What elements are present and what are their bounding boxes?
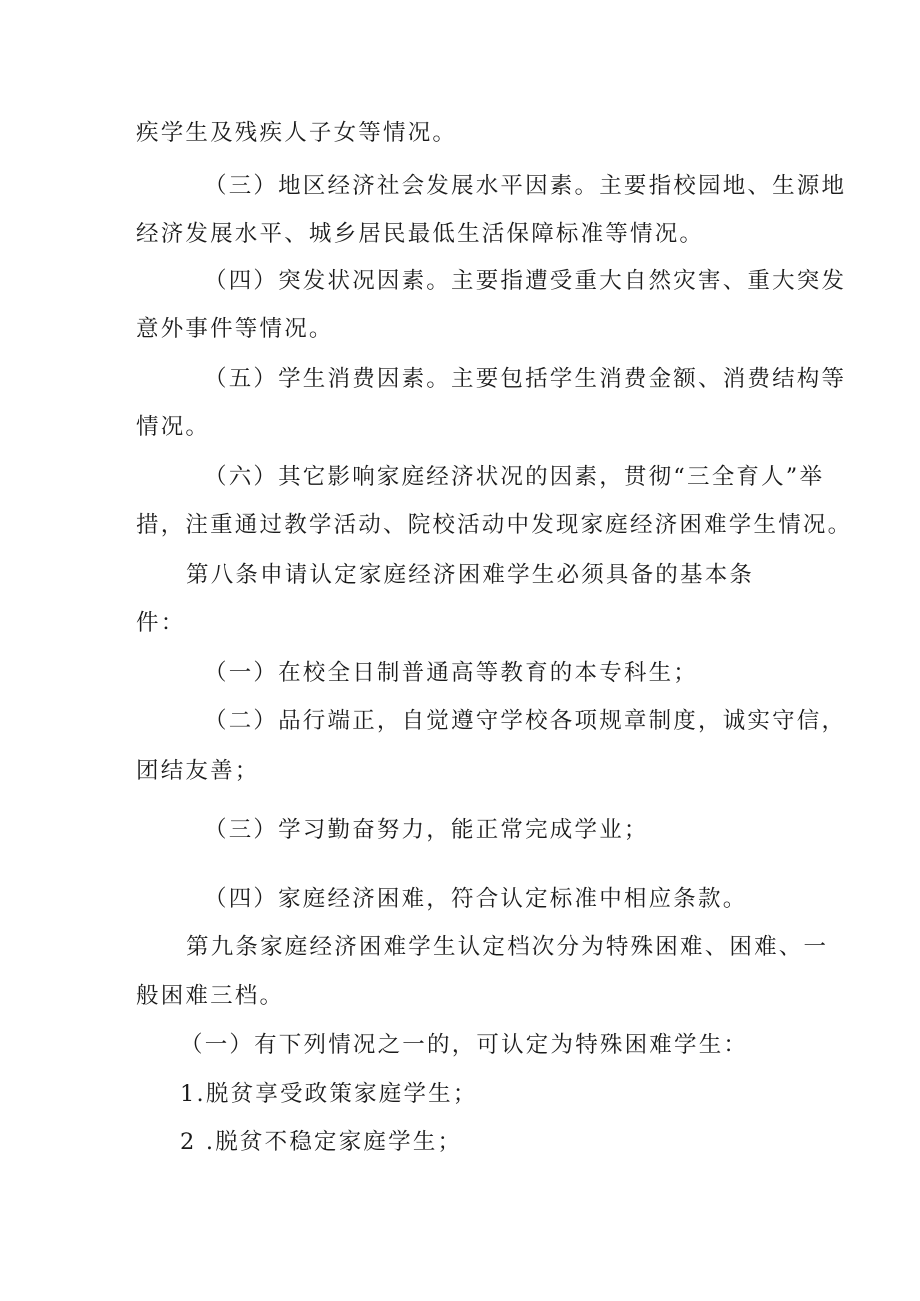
text-line: （三）学习勤奋努力，能正常完成学业； — [204, 817, 649, 843]
text-line: 件： — [136, 610, 186, 636]
text-line: 般困难三档。 — [136, 983, 285, 1009]
text-line: （六）其它影响家庭经济状况的因素，贯彻“三全育人”举 — [204, 464, 825, 490]
text-line: （二）品行端正，自觉遵守学校各项规章制度，诚实守信， — [204, 708, 847, 734]
text-line: （一）在校全日制普通高等教育的本专科生； — [204, 660, 699, 686]
text-line: （三）地区经济社会发展水平因素。主要指校园地、生源地 — [204, 173, 847, 199]
text-line: （四）家庭经济困难，符合认定标准中相应条款。 — [204, 886, 748, 912]
text-line: 团结友善； — [136, 758, 260, 784]
text-line: （一）有下列情况之一的，可认定为特殊困难学生： — [180, 1032, 749, 1058]
text-line: 2 .脱贫不稳定家庭学生； — [180, 1129, 463, 1155]
text-line: 措，注重通过教学活动、院校活动中发现家庭经济困难学生情况。 — [136, 512, 853, 538]
text-line: 第八条申请认定家庭经济困难学生必须具备的基本条 — [186, 562, 755, 588]
text-line: 意外事件等情况。 — [136, 316, 334, 342]
text-line: 情况。 — [136, 414, 211, 440]
text-line: 第九条家庭经济困难学生认定档次分为特殊困难、困难、一 — [186, 934, 829, 960]
text-line: （四）突发状况因素。主要指遭受重大自然灾害、重大突发 — [204, 268, 847, 294]
text-line: 1.脱贫享受政策家庭学生； — [180, 1081, 478, 1107]
text-line: 疾学生及残疾人子女等情况。 — [136, 120, 458, 146]
text-line: 经济发展水平、城乡居民最低生活保障标准等情况。 — [136, 221, 705, 247]
text-line: （五）学生消费因素。主要包括学生消费金额、消费结构等 — [204, 366, 847, 392]
